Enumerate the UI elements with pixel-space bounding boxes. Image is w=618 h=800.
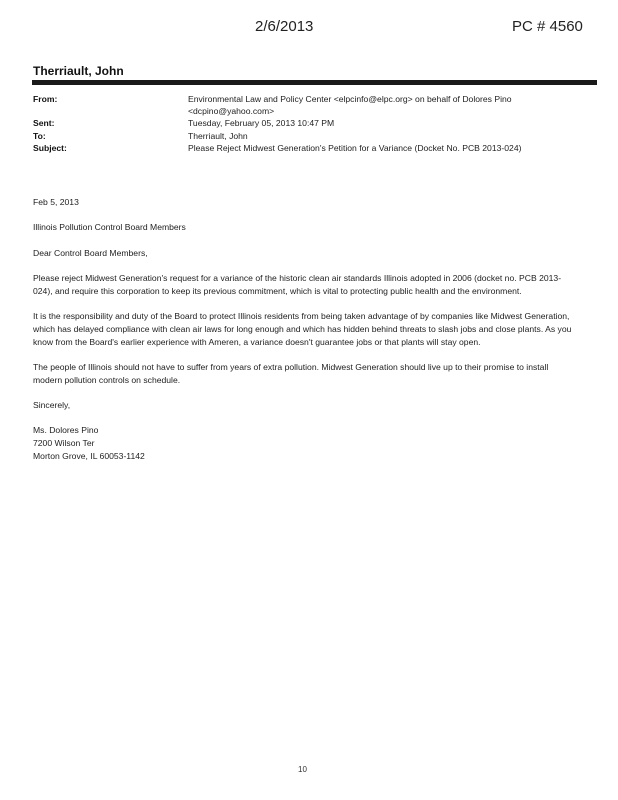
body-salutation: Dear Control Board Members, bbox=[33, 247, 148, 258]
body-paragraph: Please reject Midwest Generation's request for a variance of the historic clean air standards Illinois adopted in 2006 (docket no. PCB 2013-024), and require this corporation to keep its previous commitment, which is vital to protecting public health and the environment. bbox=[33, 272, 562, 296]
header-value: Environmental Law and Policy Center <elpcinfo@elpc.org> on behalf of Dolores Pino <dcpino@yahoo.com> bbox=[188, 94, 512, 117]
header-label: To: bbox=[33, 130, 46, 141]
header-to bbox=[33, 130, 593, 142]
header-rule bbox=[32, 80, 597, 85]
body-date: Feb 5, 2013 bbox=[33, 197, 79, 207]
email-body bbox=[33, 196, 573, 475]
header-sent bbox=[33, 117, 593, 129]
header-value: Therriault, John bbox=[188, 130, 248, 141]
stamp-date: 2/6/2013 bbox=[255, 18, 314, 35]
body-addressee: Illinois Pollution Control Board Members bbox=[33, 222, 186, 233]
header-value: Tuesday, February 05, 2013 10:47 PM bbox=[188, 118, 335, 129]
body-closing: Sincerely, bbox=[33, 399, 71, 410]
signature-city: Morton Grove, IL 60053-1142 bbox=[33, 450, 145, 461]
header-subject bbox=[33, 142, 593, 154]
signature-street: 7200 Wilson Ter bbox=[33, 438, 95, 449]
signature-name: Ms. Dolores Pino bbox=[33, 425, 99, 436]
header-label: From: bbox=[33, 94, 58, 104]
stamp-pc-number: PC # 4560 bbox=[512, 18, 583, 35]
header-value: Please Reject Midwest Generation's Petition for a Variance (Docket No. PCB 2013-024) bbox=[188, 142, 522, 153]
page-number: 10 bbox=[298, 765, 307, 774]
header-label: Subject: bbox=[33, 142, 67, 153]
header-label: Sent: bbox=[33, 118, 55, 129]
sender-name: Therriault, John bbox=[33, 64, 124, 78]
body-paragraph: It is the responsibility and duty of the Board to protect Illinois residents from being taken advantage of by companies like Midwest Generation, which has delayed compliance with clean air laws for long enough and which has hidden behind threats to slash jobs and close plants. As you know from the Board's earlier experience with Ameren, a variance doesn't guarantee jobs or that plants will stay open. bbox=[33, 310, 572, 347]
body-paragraph: The people of Illinois should not have to suffer from years of extra pollution. Midwest Generation should live up to their promise to install modern pollution controls on schedule. bbox=[33, 361, 549, 385]
email-headers bbox=[33, 93, 593, 154]
header-from bbox=[33, 93, 593, 117]
signature-block bbox=[33, 424, 573, 462]
